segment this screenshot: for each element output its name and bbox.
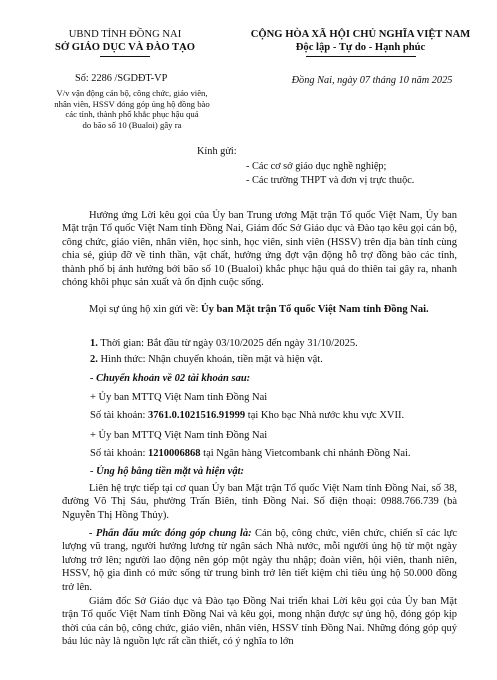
- nation-title: CỘNG HÒA XÃ HỘI CHỦ NGHĨA VIỆT NAM: [250, 29, 471, 40]
- subject-line: nhân viên, HSSV đóng góp ủng hộ đồng bào: [54, 98, 210, 109]
- contribution-heading: - Phấn đấu mức đóng góp chung là:: [89, 528, 252, 539]
- subject-line: V/v vận động cán bộ, công chức, giáo viên,: [56, 88, 208, 98]
- recipients-label: Kính gửi:: [197, 146, 237, 157]
- cash-paragraph: Liên hệ trực tiếp tại cơ quan Ủy ban Mặt trận Tổ quốc Việt Nam tỉnh Đồng Nai, số 38, đường Võ Thị Sáu, phường Trấn Biên, tỉnh Đồng Nai. Số điện thoại: 0988.766.739 (bà Nguyễn Thị Hồng Thủy).: [62, 483, 457, 521]
- time-line: [90, 337, 358, 350]
- account-1-line: [90, 409, 404, 422]
- receive-organization: Ủy ban Mặt trận Tổ quốc Việt Nam tỉnh Đồng Nai.: [201, 304, 429, 315]
- transfer-heading: - Chuyển khoản về 02 tài khoản sau:: [90, 373, 251, 384]
- subject-line: các tỉnh, thành phố khắc phục hậu quả: [65, 109, 199, 120]
- time-number: 1.: [90, 338, 98, 349]
- recipient-item: - Các cơ sở giáo dục nghề nghiệp;: [246, 161, 387, 172]
- closing-paragraph: Giám đốc Sở Giáo dục và Đào tạo Đồng Nai triển khai Lời kêu gọi của Ủy ban Mặt trận Tổ quốc Việt Nam tỉnh Đồng Nai và kêu gọi, mong nhận được sự ủng hộ, đóng góp kịp thời của cán bộ, công chức, giáo viên, nhân viên, HSSV tỉnh Đồng Nai. Những đóng góp quý báu lúc này là nguồn lực rất cần thiết, có ý nghĩa to lớn: [62, 596, 457, 648]
- document-number: Số: 2286 /SGDĐT-VP: [75, 73, 168, 84]
- account-1-prefix: Số tài khoản:: [90, 410, 149, 421]
- account-2-bank: tại Ngân hàng Vietcombank chi nhánh Đồng Nai.: [200, 448, 411, 459]
- account-2-line: [90, 447, 411, 460]
- form-line: [90, 353, 323, 366]
- issuer-name: SỞ GIÁO DỤC VÀ ĐÀO TẠO: [55, 42, 195, 53]
- document-subject: [44, 88, 220, 131]
- account-1-number: 3761.0.1021516.91999: [148, 410, 246, 421]
- form-text: Hình thức: Nhận chuyển khoản, tiền mặt và hiện vật.: [97, 354, 323, 365]
- contribution-paragraph: [62, 527, 457, 594]
- subject-line: do bão số 10 (Bualoi) gây ra: [82, 120, 182, 131]
- account-2-number: 1210006868: [148, 448, 201, 459]
- issuer-block: [50, 28, 200, 54]
- motto-underline: [306, 56, 416, 57]
- cash-heading: - Ủng hộ bằng tiền mặt và hiện vật:: [90, 466, 245, 477]
- document-date: Đồng Nai, ngày 07 tháng 10 năm 2025: [291, 75, 453, 86]
- recipient-item: - Các trường THPT và đơn vị trực thuộc.: [246, 175, 415, 186]
- receive-prefix: Mọi sự ủng hộ xin gửi về:: [89, 304, 202, 315]
- account-1-name: + Ủy ban MTTQ Việt Nam tỉnh Đồng Nai: [90, 392, 268, 403]
- time-text: Thời gian: Bắt đầu từ ngày 03/10/2025 đến ngày 31/10/2025.: [97, 338, 358, 349]
- issuer-underline: [100, 56, 150, 57]
- contribution-text: Cán bộ, công chức, viên chức, chiến sĩ các lực lượng vũ trang, người hưởng lương từ ngân sách Nhà nước, mỗi người ủng hộ từ một ngày lương trở lên; người lao động nên góp một ngày thu nhập; đoàn viên, hội viên, thanh niên, HSSV, hộ gia đình có mức sống từ trung bình trở lên tiết kiệm chi tiêu ủng hộ 50.000 đồng trở lên.: [62, 528, 458, 593]
- account-2-name: + Ủy ban MTTQ Việt Nam tỉnh Đồng Nai: [90, 430, 268, 441]
- issuer-parent: UBND TỈNH ĐỒNG NAI: [68, 29, 182, 40]
- account-1-bank: tại Kho bạc Nhà nước khu vực XVII.: [245, 410, 405, 421]
- account-2-prefix: Số tài khoản:: [90, 448, 149, 459]
- motto: Độc lập - Tự do - Hạnh phúc: [295, 42, 426, 53]
- intro-paragraph: Hưởng ứng Lời kêu gọi của Ủy ban Trung ương Mặt trận Tổ quốc Việt Nam, Ủy ban Mặt trận Tổ quốc Việt Nam tỉnh Đồng Nai, Giám đốc Sở Giáo dục và Đào tạo kêu gọi cán bộ, công chức, giáo viên, nhân viên, học sinh, học viên, sinh viên (HSSV) trên địa bàn tỉnh cùng chia sẻ, giúp đỡ về tinh thần, vật chất, hưởng ứng đợt vận động hỗ trợ đồng bào các tỉnh, thành phố bị ảnh hưởng bởi bão số 10 (Bualoi) khắc phục hậu quả do thiên tai gây ra, nhanh chóng khôi phục sản xuất và ổn định cuộc sống.: [62, 210, 457, 289]
- receive-paragraph: [62, 303, 457, 316]
- form-number: 2.: [90, 354, 98, 365]
- national-heading: [248, 28, 473, 54]
